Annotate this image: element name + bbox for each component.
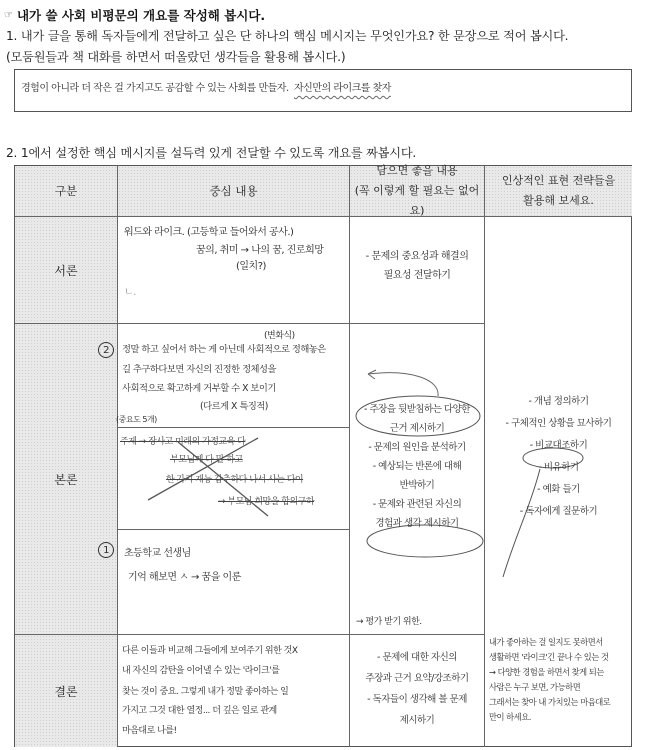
outline-table (14, 165, 632, 747)
header-expression-strategies (485, 166, 632, 217)
strategy-item: - 비교대조하기 (529, 440, 588, 451)
body-part2-content[interactable] (103, 324, 350, 428)
circled-number-badge: 1 (98, 542, 114, 558)
intro-line: ㄴ. (124, 287, 136, 298)
core-message-answer-box[interactable] (14, 69, 632, 112)
header-category (15, 166, 118, 217)
header-suggested-line1: 담으면 좋을 내용 (376, 164, 458, 177)
strategy-note-line: 사람은 누구 보면, 가능하면 (489, 682, 581, 692)
row-label-intro (15, 217, 118, 324)
conclusion-line: 다른 이들과 비교해 그들에게 보여주기 위한 것X (122, 646, 298, 656)
answer-underlined-text: 자신만의 라이크를 찾자 (294, 83, 391, 94)
body-part2-line: 사회적으로 확고하게 거부할 수 X 보이기 (122, 383, 276, 394)
circled-number-badge: 2 (98, 342, 114, 358)
suggestion-item: 근거 제시하기 (389, 423, 445, 434)
crossed-line: → 부모님 희망을 합의구하 (218, 497, 315, 507)
header-suggested-content (350, 166, 485, 217)
row-label-body (15, 324, 118, 635)
intro-line: 워드와 라이크. (고등학교 들어와서 공사.) (124, 227, 294, 238)
conclusion-line: 찾는 것이 중요. 그렇게 내가 정말 좋아하는 일 (122, 687, 289, 697)
expression-strategies-content[interactable] (485, 217, 632, 747)
suggestion-item: - 문제의 중요성과 해결의 (365, 251, 469, 262)
crossed-line: 부모님께 다 말 하고 (170, 455, 243, 465)
body-part1-line: 기억 해보면 ㅅ → 꿈을 이룬 (128, 572, 241, 583)
strategy-note-line: 내가 좋아하는 걸 일지도 못하면서 (489, 637, 603, 647)
body-part1-content[interactable] (103, 530, 350, 635)
strategy-note-line: 그래서는 찾아 내 가치있는 마음대로 (489, 697, 611, 707)
conclusion-line: 내 자신의 감탄을 이어낼 수 있는 '라이크'를 (122, 666, 280, 676)
suggestion-item: 필요성 전달하기 (383, 270, 451, 281)
body-suggested-content[interactable] (350, 324, 485, 635)
intro-suggestion-list (350, 247, 484, 285)
suggestion-item: 반박하기 (399, 480, 435, 491)
strategy-list (485, 391, 632, 523)
conclusion-line: 가지고 그것 대한 열정... 더 깊은 일로 관계 (122, 706, 277, 716)
body-suggestion-list (350, 400, 484, 533)
header-main-content-label: 중심 내용 (209, 184, 258, 198)
header-main-content (118, 166, 350, 217)
strategy-note-line: 만이 하세요. (489, 712, 531, 722)
conclusion-label: 결론 (54, 684, 78, 699)
strategy-item: - 개념 정의하기 (528, 396, 589, 407)
intro-line: 꿈의, 취미 → 나의 꿈, 진로희망 (196, 245, 324, 256)
body-crossed-out-content[interactable] (118, 428, 350, 530)
worksheet-heading (4, 6, 265, 24)
cross-out-mark-icon (118, 428, 350, 530)
header-strategies-line1: 인상적인 표현 전략들을 (501, 174, 616, 187)
strategy-note (489, 635, 610, 725)
suggestion-item: - 문제의 원인을 분석하기 (368, 442, 466, 453)
suggestion-item: 주장과 근거 요약/강조하기 (365, 673, 469, 684)
suggestion-item: - 주장을 뒷받침하는 다양한 (364, 404, 470, 415)
strategy-note-line: 생활하면 '라이크'긴 끝나 수 있는 것 (489, 652, 609, 662)
body-margin-note: → 평가 받기 위한. (356, 617, 422, 627)
suggestion-item: - 독자들이 생각해 볼 문제 (367, 694, 467, 705)
body-label: 본론 (54, 472, 78, 487)
body-part2-line: 길 추구하다보면 자신의 진정한 정체성을 (122, 364, 276, 375)
header-suggested-line2: (꼭 이렇게 할 필요는 없어요) (354, 184, 480, 217)
heading-title: 내가 쓸 사회 비평문의 개요를 작성해 봅시다. (16, 8, 266, 23)
conclusion-suggested-content[interactable] (350, 635, 485, 747)
crossed-line: 한 가지 재능 감추하다 나서 사는 다이 (166, 475, 304, 485)
conclusion-line: 마음대로 나를! (122, 726, 177, 736)
body-part1-line: 초등학교 선생님 (124, 548, 191, 559)
pointing-hand-icon: ☞ (4, 9, 13, 21)
question-1-subprompt: (모둠원들과 책 대화를 하면서 떠올랐던 생각들을 활용해 봅시다.) (6, 50, 346, 64)
intro-main-content[interactable] (118, 217, 350, 324)
suggestion-item: - 문제에 대한 자신의 (377, 652, 457, 663)
header-category-label: 구분 (54, 184, 78, 198)
intro-label: 서론 (54, 263, 78, 278)
body-part2-footnote: (중요도 5개) (116, 415, 157, 424)
crossed-line: 주제 → 장사고 미래의 가정교육 다 (120, 437, 246, 447)
conclusion-suggestion-list (350, 647, 484, 731)
strategy-item: - 구체적인 상황을 묘사하기 (505, 418, 612, 429)
intro-line: (일치?) (236, 261, 266, 272)
core-message-answer (21, 79, 391, 94)
suggestion-item: - 예상되는 반론에 대해 (372, 461, 462, 472)
header-strategies-line2: 활용해 보세요. (523, 194, 594, 207)
strategy-note-line: → 다양한 경험을 하면서 찾게 되는 (489, 667, 604, 677)
strategy-item: - 독자에게 질문하기 (519, 506, 598, 517)
body-part2-line: 정말 하고 싶어서 하는 게 아닌데 사회적으로 정해놓은 (122, 344, 326, 355)
body-note-above: (변화식) (264, 331, 295, 341)
suggestion-item: - 문제와 관련된 자신의 (372, 499, 462, 510)
strategy-item: - 비유하기 (538, 462, 579, 473)
answer-plain-text: 경험이 아니라 더 작은 걸 가지고도 공감할 수 있는 사회를 만들자. (21, 83, 289, 94)
conclusion-main-content[interactable] (118, 635, 350, 747)
intro-suggested-content[interactable] (350, 217, 485, 324)
question-1-prompt: 1. 내가 글을 통해 독자들에게 전달하고 싶은 단 하나의 핵심 메시지는 무엇인가요? 한 문장으로 적어 봅시다. (6, 29, 569, 43)
row-label-conclusion (15, 635, 118, 747)
strategy-item: - 예화 들기 (537, 484, 580, 495)
question-2-prompt: 2. 1에서 설정한 핵심 메시지를 설득력 있게 전달할 수 있도록 개요를 짜봅시다. (6, 146, 417, 160)
suggestion-item: 제시하기 (399, 715, 435, 726)
suggestion-item: 경험과 생각 제시하기 (375, 518, 459, 529)
body-part2-line: (다르게 X 특징적) (200, 401, 268, 412)
